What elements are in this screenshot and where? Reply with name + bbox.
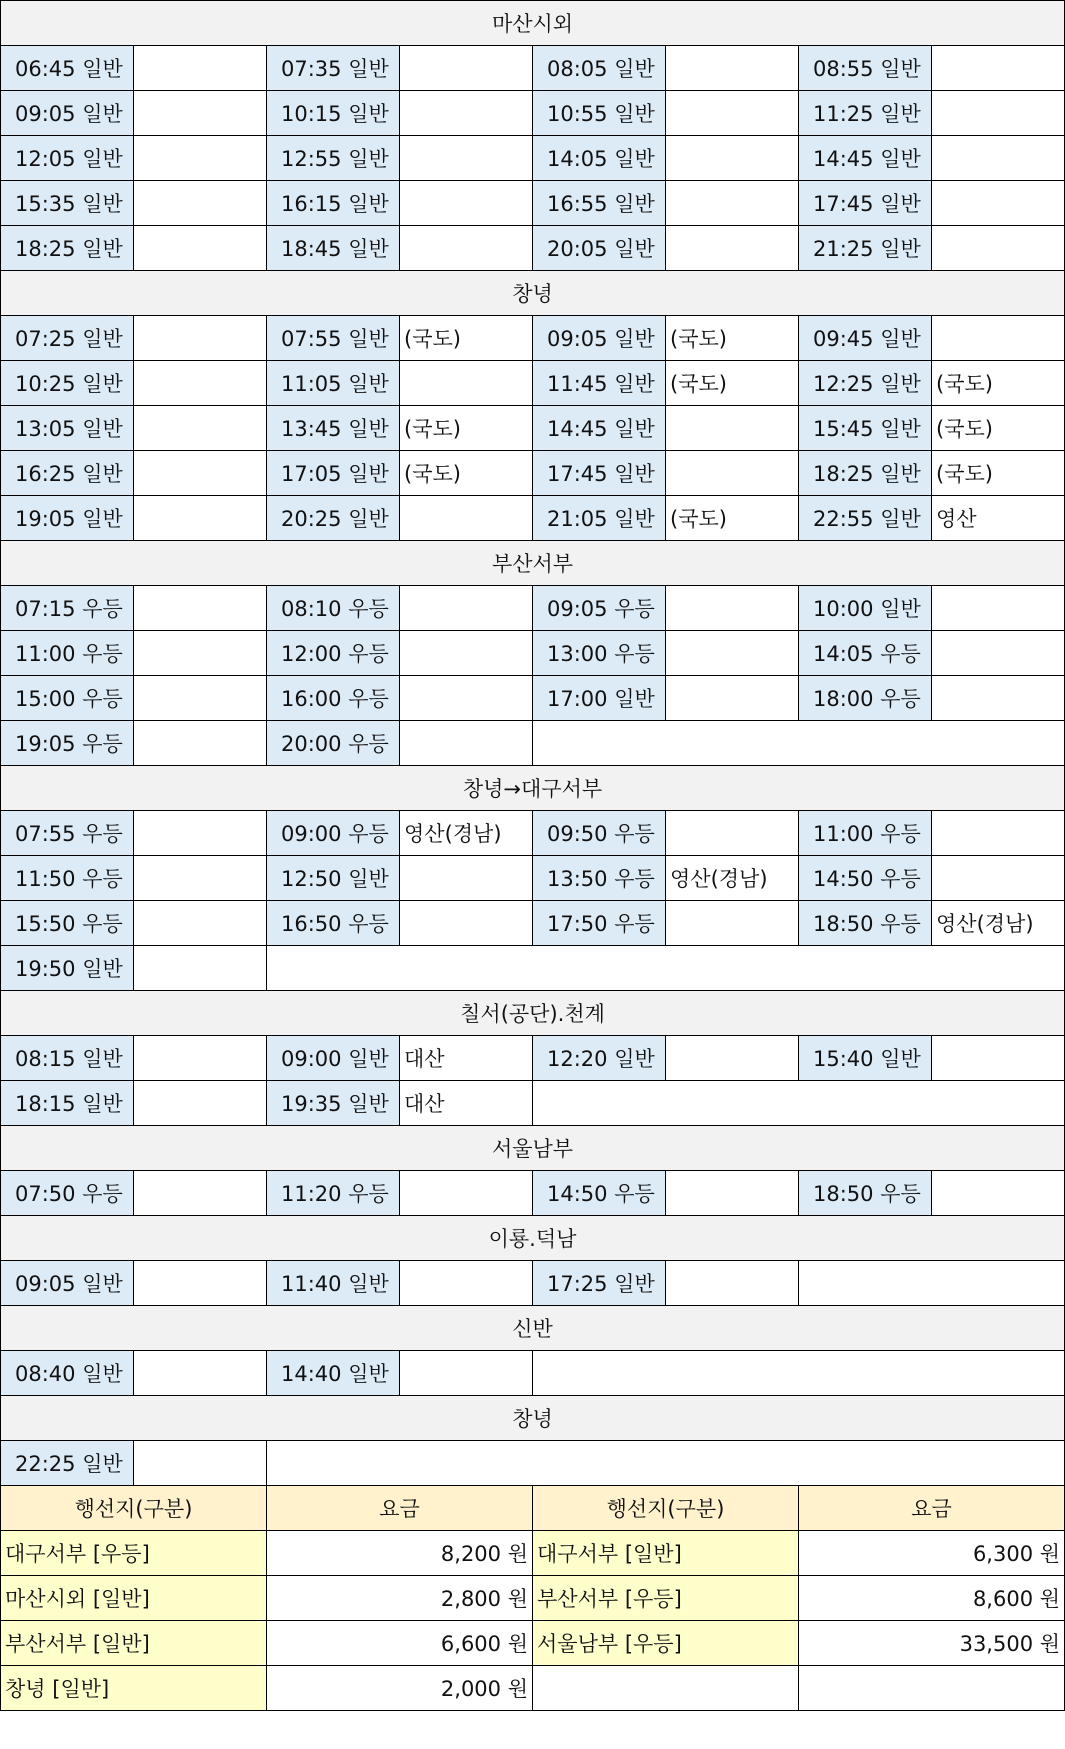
section-header-row: [1, 1, 1065, 46]
route-note-cell: [932, 586, 1065, 631]
route-note-cell: [134, 361, 267, 406]
route-note-cell: 영산(경남): [400, 811, 533, 856]
departure-time-cell: 18:50 우등: [799, 1171, 932, 1216]
fare-destination-header: 행선지(구분): [533, 1486, 799, 1531]
route-note-cell: (국도): [400, 406, 533, 451]
fare-price-cell: 33,500 원: [799, 1621, 1065, 1666]
departure-time-cell: 17:50 우등: [533, 901, 666, 946]
departure-time-cell: 11:00 우등: [799, 811, 932, 856]
schedule-row: [1, 361, 1065, 406]
departure-time-cell: 12:00 우등: [267, 631, 400, 676]
route-note-cell: [666, 586, 799, 631]
route-note-cell: [134, 1171, 267, 1216]
departure-time-cell: 17:05 일반: [267, 451, 400, 496]
route-note-cell: [932, 631, 1065, 676]
route-note-cell: (국도): [932, 406, 1065, 451]
route-note-cell: [134, 91, 267, 136]
schedule-row: [1, 811, 1065, 856]
route-note-cell: [666, 1171, 799, 1216]
fare-destination-cell: 마산시외 [일반]: [1, 1576, 267, 1621]
route-note-cell: [134, 1261, 267, 1306]
schedule-row: [1, 1081, 1065, 1126]
route-note-cell: [666, 1261, 799, 1306]
departure-time-cell: 14:05 우등: [799, 631, 932, 676]
route-note-cell: 대산: [400, 1081, 533, 1126]
section-header-row: [1, 1216, 1065, 1261]
route-note-cell: (국도): [666, 361, 799, 406]
departure-time-cell: 12:55 일반: [267, 136, 400, 181]
schedule-row: [1, 676, 1065, 721]
section-title: 창녕: [1, 271, 1065, 316]
route-note-cell: [666, 676, 799, 721]
departure-time-cell: 09:50 우등: [533, 811, 666, 856]
empty-cell: [533, 1351, 1065, 1396]
route-note-cell: [400, 136, 533, 181]
route-note-cell: [400, 91, 533, 136]
departure-time-cell: 16:55 일반: [533, 181, 666, 226]
departure-time-cell: 22:25 일반: [1, 1441, 134, 1486]
route-note-cell: [666, 811, 799, 856]
departure-time-cell: 14:45 일반: [533, 406, 666, 451]
fare-destination-cell: [533, 1666, 799, 1711]
route-note-cell: [400, 586, 533, 631]
departure-time-cell: 11:50 우등: [1, 856, 134, 901]
route-note-cell: [134, 46, 267, 91]
fare-price-cell: 8,600 원: [799, 1576, 1065, 1621]
departure-time-cell: 10:00 일반: [799, 586, 932, 631]
route-note-cell: [932, 1036, 1065, 1081]
route-note-cell: [134, 946, 267, 991]
departure-time-cell: 15:00 우등: [1, 676, 134, 721]
schedule-row: [1, 1036, 1065, 1081]
fare-header-row: [1, 1486, 1065, 1531]
route-note-cell: [400, 676, 533, 721]
route-note-cell: [134, 316, 267, 361]
route-note-cell: [134, 1351, 267, 1396]
route-note-cell: [400, 631, 533, 676]
route-note-cell: [134, 226, 267, 271]
route-note-cell: [400, 1171, 533, 1216]
departure-time-cell: 16:50 우등: [267, 901, 400, 946]
route-note-cell: [666, 451, 799, 496]
fare-row: [1, 1666, 1065, 1711]
schedule-row: [1, 406, 1065, 451]
route-note-cell: [400, 1351, 533, 1396]
departure-time-cell: 17:45 일반: [799, 181, 932, 226]
schedule-row: [1, 856, 1065, 901]
route-note-cell: [134, 496, 267, 541]
departure-time-cell: 07:55 우등: [1, 811, 134, 856]
section-header-row: [1, 1126, 1065, 1171]
route-note-cell: [666, 136, 799, 181]
schedule-row: [1, 46, 1065, 91]
departure-time-cell: 12:50 일반: [267, 856, 400, 901]
section-title: 칠서(공단).천계: [1, 991, 1065, 1036]
route-note-cell: [134, 451, 267, 496]
schedule-row: [1, 226, 1065, 271]
departure-time-cell: 09:05 우등: [533, 586, 666, 631]
route-note-cell: [400, 856, 533, 901]
route-note-cell: 영산(경남): [932, 901, 1065, 946]
section-header-row: [1, 1306, 1065, 1351]
fare-destination-cell: 부산서부 [우등]: [533, 1576, 799, 1621]
departure-time-cell: 17:00 일반: [533, 676, 666, 721]
route-note-cell: [400, 1261, 533, 1306]
schedule-row: [1, 1261, 1065, 1306]
departure-time-cell: 19:50 일반: [1, 946, 134, 991]
departure-time-cell: 20:05 일반: [533, 226, 666, 271]
route-note-cell: [932, 181, 1065, 226]
departure-time-cell: 11:40 일반: [267, 1261, 400, 1306]
departure-time-cell: 10:15 일반: [267, 91, 400, 136]
fare-destination-cell: 서울남부 [우등]: [533, 1621, 799, 1666]
schedule-row: [1, 136, 1065, 181]
departure-time-cell: 08:55 일반: [799, 46, 932, 91]
empty-cell: [267, 1441, 1065, 1486]
schedule-row: [1, 1171, 1065, 1216]
route-note-cell: 영산: [932, 496, 1065, 541]
departure-time-cell: 18:00 우등: [799, 676, 932, 721]
departure-time-cell: 13:45 일반: [267, 406, 400, 451]
fare-price-cell: 2,000 원: [267, 1666, 533, 1711]
route-note-cell: [400, 721, 533, 766]
route-note-cell: [400, 361, 533, 406]
departure-time-cell: 17:25 일반: [533, 1261, 666, 1306]
schedule-row: [1, 1351, 1065, 1396]
route-note-cell: [400, 226, 533, 271]
departure-time-cell: 22:55 일반: [799, 496, 932, 541]
section-header-row: [1, 541, 1065, 586]
route-note-cell: 영산(경남): [666, 856, 799, 901]
departure-time-cell: 13:05 일반: [1, 406, 134, 451]
departure-time-cell: 15:40 일반: [799, 1036, 932, 1081]
schedule-row: [1, 901, 1065, 946]
empty-cell: [533, 1081, 1065, 1126]
section-title: 창녕→대구서부: [1, 766, 1065, 811]
route-note-cell: [666, 226, 799, 271]
route-note-cell: [666, 1036, 799, 1081]
departure-time-cell: 09:45 일반: [799, 316, 932, 361]
route-note-cell: [134, 811, 267, 856]
departure-time-cell: 15:50 우등: [1, 901, 134, 946]
route-note-cell: [134, 181, 267, 226]
departure-time-cell: 09:00 일반: [267, 1036, 400, 1081]
route-note-cell: [666, 631, 799, 676]
timetable-body: [1, 1, 1065, 1711]
section-title: 창녕: [1, 1396, 1065, 1441]
departure-time-cell: 13:50 우등: [533, 856, 666, 901]
departure-time-cell: 11:45 일반: [533, 361, 666, 406]
fare-price-cell: 2,800 원: [267, 1576, 533, 1621]
departure-time-cell: 18:45 일반: [267, 226, 400, 271]
fare-row: [1, 1531, 1065, 1576]
route-note-cell: [932, 226, 1065, 271]
departure-time-cell: 19:35 일반: [267, 1081, 400, 1126]
departure-time-cell: 11:05 일반: [267, 361, 400, 406]
departure-time-cell: 11:25 일반: [799, 91, 932, 136]
departure-time-cell: 15:35 일반: [1, 181, 134, 226]
departure-time-cell: 07:25 일반: [1, 316, 134, 361]
departure-time-cell: 14:40 일반: [267, 1351, 400, 1396]
route-note-cell: [134, 901, 267, 946]
route-note-cell: (국도): [400, 316, 533, 361]
route-note-cell: [666, 181, 799, 226]
section-header-row: [1, 766, 1065, 811]
fare-destination-cell: 부산서부 [일반]: [1, 1621, 267, 1666]
departure-time-cell: 12:25 일반: [799, 361, 932, 406]
schedule-row: [1, 586, 1065, 631]
fare-destination-cell: 대구서부 [일반]: [533, 1531, 799, 1576]
departure-time-cell: 16:25 일반: [1, 451, 134, 496]
route-note-cell: (국도): [400, 451, 533, 496]
departure-time-cell: 12:05 일반: [1, 136, 134, 181]
fare-price-cell: 8,200 원: [267, 1531, 533, 1576]
route-note-cell: [134, 1036, 267, 1081]
departure-time-cell: 19:05 일반: [1, 496, 134, 541]
empty-cell: [799, 1261, 1065, 1306]
fare-destination-header: 행선지(구분): [1, 1486, 267, 1531]
departure-time-cell: 18:25 일반: [799, 451, 932, 496]
departure-time-cell: 14:50 우등: [533, 1171, 666, 1216]
route-note-cell: [666, 91, 799, 136]
departure-time-cell: 08:40 일반: [1, 1351, 134, 1396]
section-header-row: [1, 1396, 1065, 1441]
section-header-row: [1, 991, 1065, 1036]
empty-cell: [533, 721, 1065, 766]
departure-time-cell: 09:00 우등: [267, 811, 400, 856]
route-note-cell: [134, 1441, 267, 1486]
route-note-cell: [134, 676, 267, 721]
departure-time-cell: 16:00 우등: [267, 676, 400, 721]
fare-row: [1, 1621, 1065, 1666]
schedule-row: [1, 496, 1065, 541]
section-title: 신반: [1, 1306, 1065, 1351]
departure-time-cell: 16:15 일반: [267, 181, 400, 226]
route-note-cell: (국도): [932, 451, 1065, 496]
departure-time-cell: 11:20 우등: [267, 1171, 400, 1216]
departure-time-cell: 08:15 일반: [1, 1036, 134, 1081]
departure-time-cell: 18:15 일반: [1, 1081, 134, 1126]
fare-destination-cell: 창녕 [일반]: [1, 1666, 267, 1711]
departure-time-cell: 10:55 일반: [533, 91, 666, 136]
route-note-cell: 대산: [400, 1036, 533, 1081]
section-title: 서울남부: [1, 1126, 1065, 1171]
schedule-row: [1, 91, 1065, 136]
section-title: 마산시외: [1, 1, 1065, 46]
departure-time-cell: 21:05 일반: [533, 496, 666, 541]
route-note-cell: (국도): [666, 496, 799, 541]
departure-time-cell: 08:05 일반: [533, 46, 666, 91]
departure-time-cell: 13:00 우등: [533, 631, 666, 676]
route-note-cell: [932, 811, 1065, 856]
departure-time-cell: 07:55 일반: [267, 316, 400, 361]
departure-time-cell: 10:25 일반: [1, 361, 134, 406]
departure-time-cell: 07:35 일반: [267, 46, 400, 91]
schedule-row: [1, 451, 1065, 496]
departure-time-cell: 12:20 일반: [533, 1036, 666, 1081]
route-note-cell: [932, 1171, 1065, 1216]
fare-destination-cell: 대구서부 [우등]: [1, 1531, 267, 1576]
route-note-cell: (국도): [666, 316, 799, 361]
departure-time-cell: 08:10 우등: [267, 586, 400, 631]
route-note-cell: [400, 181, 533, 226]
section-title: 이룡.덕남: [1, 1216, 1065, 1261]
route-note-cell: [666, 406, 799, 451]
departure-time-cell: 18:25 일반: [1, 226, 134, 271]
schedule-row: [1, 1441, 1065, 1486]
route-note-cell: [134, 856, 267, 901]
route-note-cell: [134, 406, 267, 451]
route-note-cell: [400, 901, 533, 946]
route-note-cell: [134, 631, 267, 676]
fare-price-header: 요금: [267, 1486, 533, 1531]
departure-time-cell: 20:25 일반: [267, 496, 400, 541]
departure-time-cell: 11:00 우등: [1, 631, 134, 676]
route-note-cell: [932, 91, 1065, 136]
fare-price-cell: [799, 1666, 1065, 1711]
route-note-cell: [666, 901, 799, 946]
route-note-cell: [932, 856, 1065, 901]
fare-row: [1, 1576, 1065, 1621]
schedule-row: [1, 946, 1065, 991]
departure-time-cell: 06:45 일반: [1, 46, 134, 91]
route-note-cell: [932, 316, 1065, 361]
departure-time-cell: 15:45 일반: [799, 406, 932, 451]
schedule-row: [1, 721, 1065, 766]
fare-price-cell: 6,300 원: [799, 1531, 1065, 1576]
fare-price-cell: 6,600 원: [267, 1621, 533, 1666]
departure-time-cell: 14:05 일반: [533, 136, 666, 181]
departure-time-cell: 19:05 우등: [1, 721, 134, 766]
departure-time-cell: 18:50 우등: [799, 901, 932, 946]
route-note-cell: [932, 676, 1065, 721]
route-note-cell: [666, 46, 799, 91]
empty-cell: [267, 946, 1065, 991]
departure-time-cell: 20:00 우등: [267, 721, 400, 766]
route-note-cell: [134, 586, 267, 631]
schedule-row: [1, 631, 1065, 676]
departure-time-cell: 07:50 우등: [1, 1171, 134, 1216]
route-note-cell: [400, 46, 533, 91]
route-note-cell: [932, 46, 1065, 91]
departure-time-cell: 09:05 일반: [533, 316, 666, 361]
departure-time-cell: 09:05 일반: [1, 1261, 134, 1306]
fare-price-header: 요금: [799, 1486, 1065, 1531]
route-note-cell: [134, 136, 267, 181]
section-header-row: [1, 271, 1065, 316]
route-note-cell: [134, 1081, 267, 1126]
route-note-cell: [932, 136, 1065, 181]
schedule-row: [1, 316, 1065, 361]
route-note-cell: [134, 721, 267, 766]
schedule-row: [1, 181, 1065, 226]
route-note-cell: (국도): [932, 361, 1065, 406]
departure-time-cell: 14:45 일반: [799, 136, 932, 181]
departure-time-cell: 17:45 일반: [533, 451, 666, 496]
section-title: 부산서부: [1, 541, 1065, 586]
departure-time-cell: 21:25 일반: [799, 226, 932, 271]
departure-time-cell: 09:05 일반: [1, 91, 134, 136]
route-note-cell: [400, 496, 533, 541]
departure-time-cell: 07:15 우등: [1, 586, 134, 631]
departure-time-cell: 14:50 우등: [799, 856, 932, 901]
